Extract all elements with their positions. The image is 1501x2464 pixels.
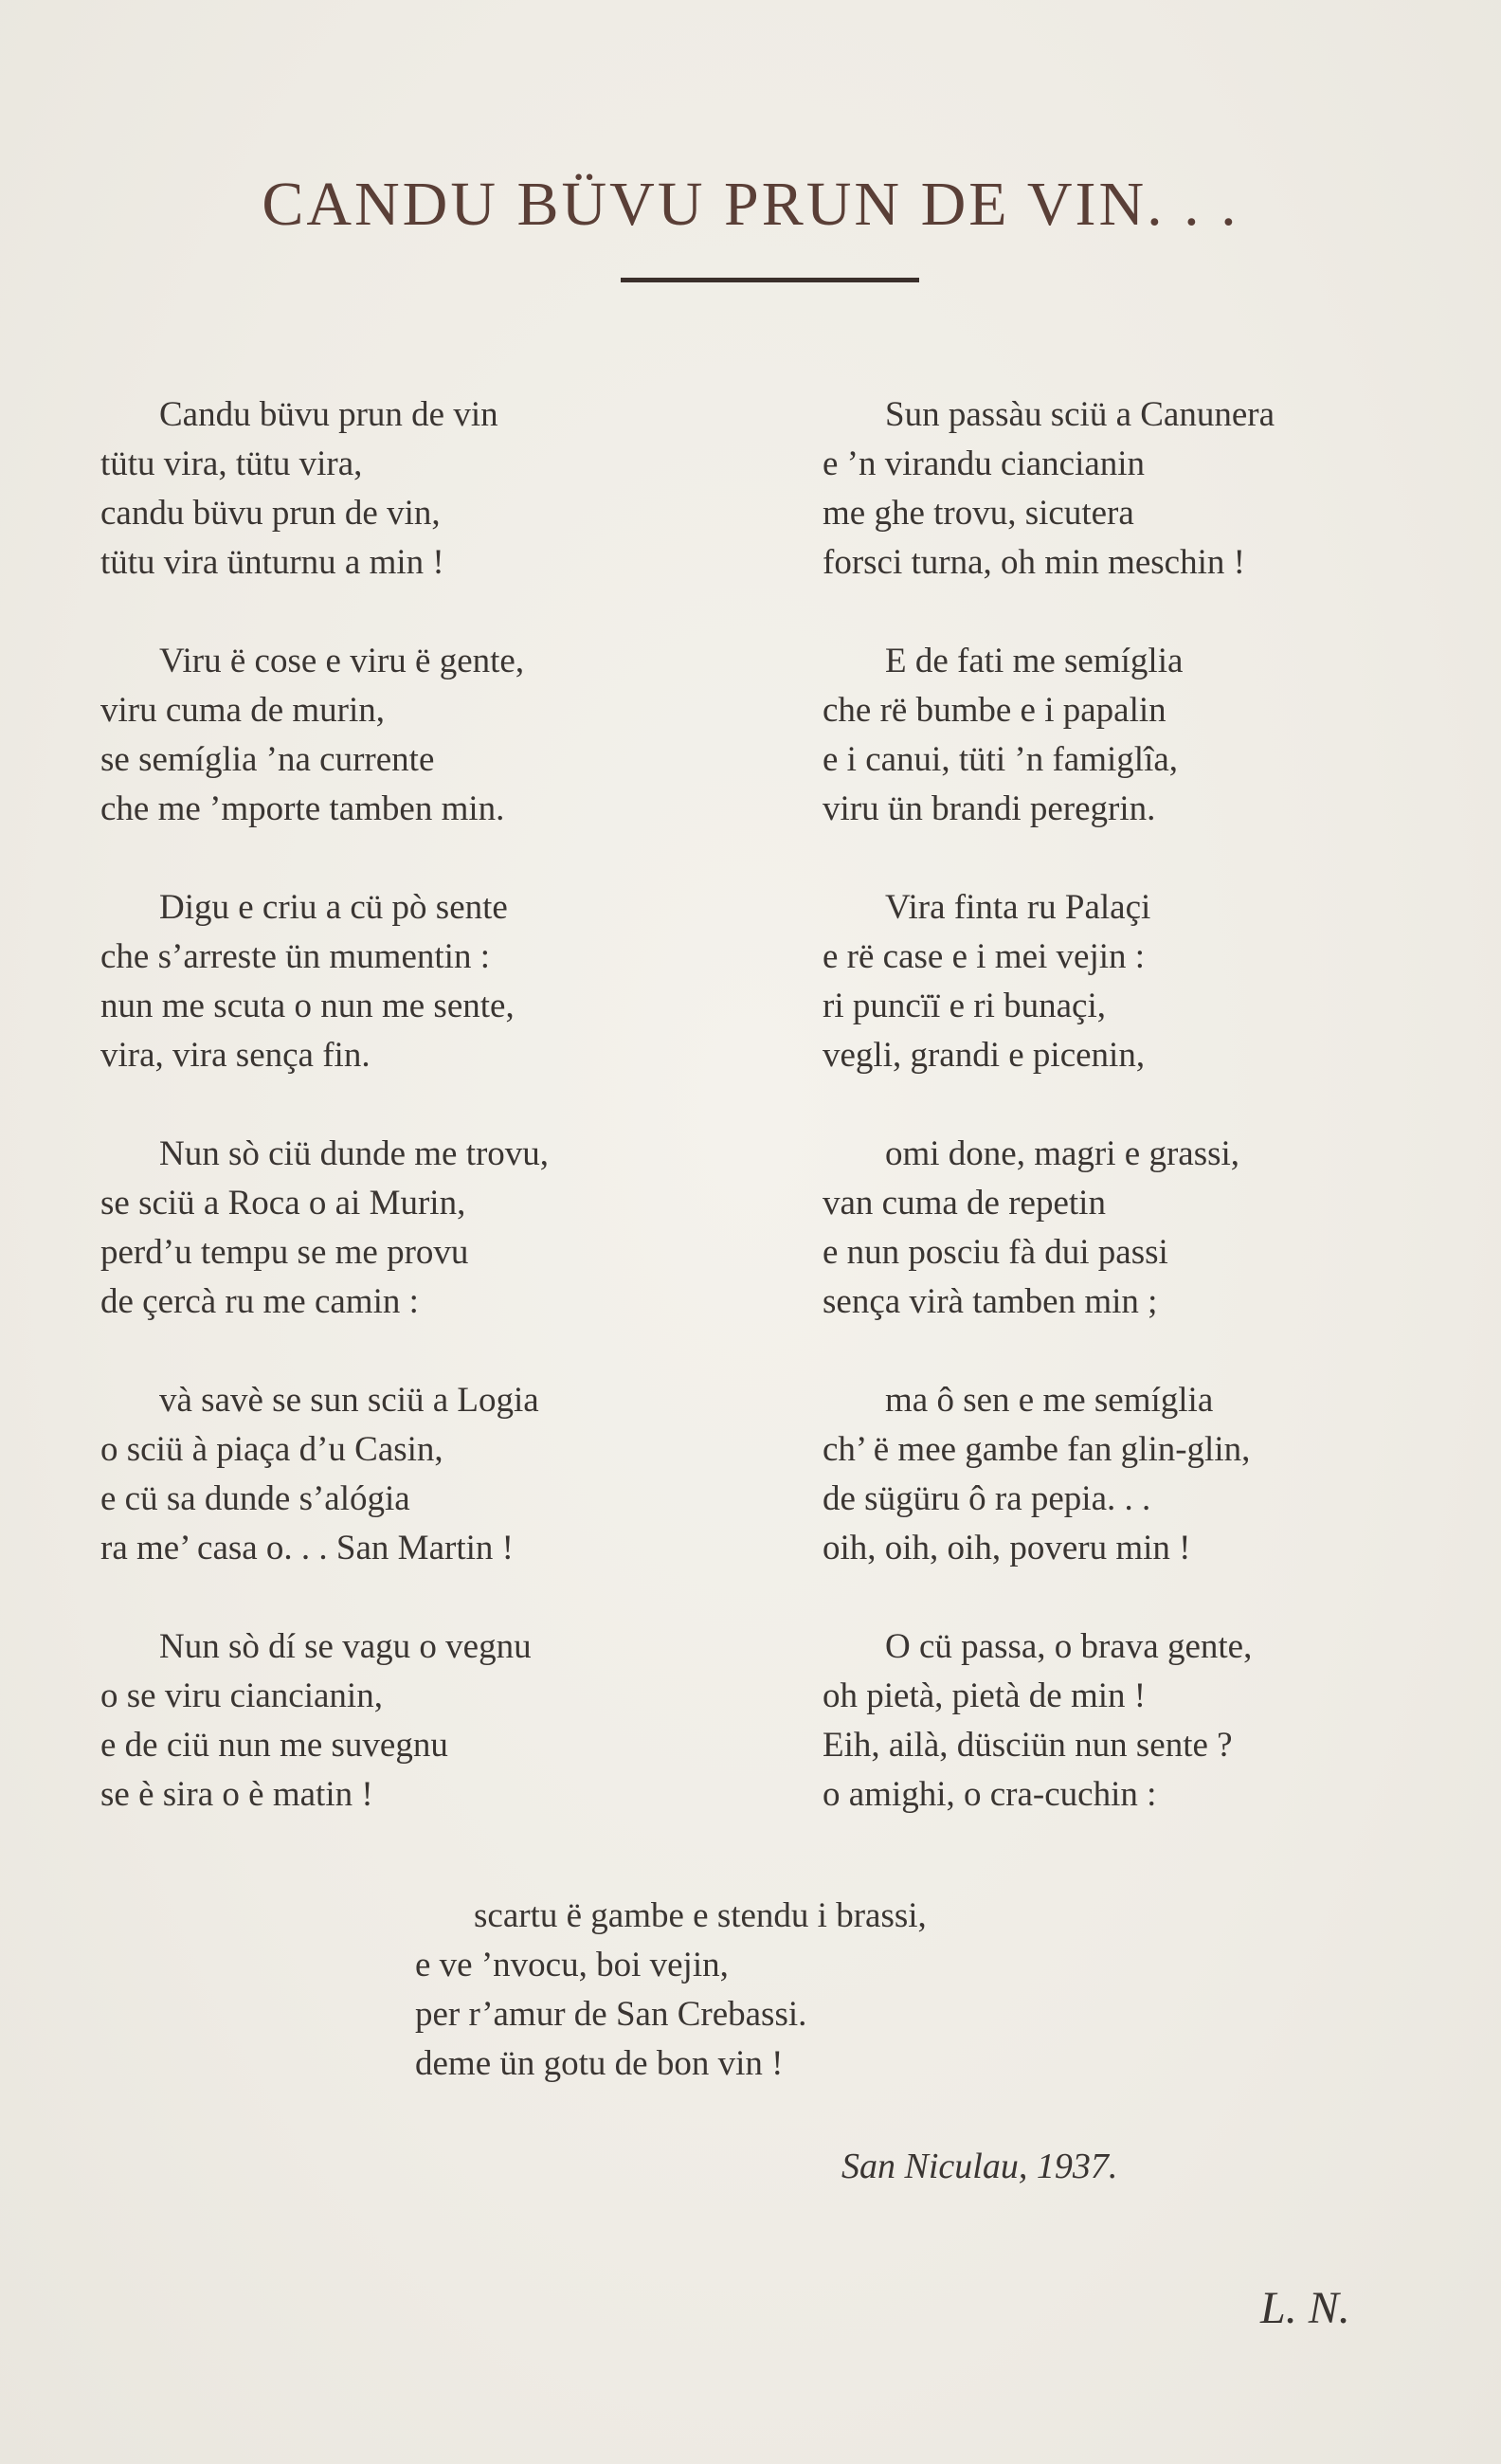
stanza <box>100 1130 726 1327</box>
poem-line: se sciü a Roca o ai Murin, <box>100 1184 466 1223</box>
stanza <box>823 1376 1438 1573</box>
poem-line: viru cuma de murin, <box>100 691 386 730</box>
poem-line: Digu e criu a cü pò sente <box>159 888 508 927</box>
poem-line: me ghe trovu, sicutera <box>823 494 1134 533</box>
place-date: San Niculau, 1937. <box>841 2147 1118 2186</box>
poem-line: Eih, ailà, düsciün nun sente ? <box>823 1726 1233 1765</box>
poem-line: che s’arreste ün mumentin : <box>100 937 490 976</box>
stanza <box>100 1376 726 1573</box>
poem-line: perd’u tempu se me provu <box>100 1233 469 1272</box>
poem-line: o amighi, o cra-cuchin : <box>823 1775 1157 1814</box>
poem-line: E de fati me semíglia <box>885 642 1184 680</box>
poem-line: e cü sa dunde s’alógia <box>100 1479 410 1518</box>
poem-line: se è sira o è matin ! <box>100 1775 373 1814</box>
stanza <box>100 1622 726 1820</box>
poem-line: ri puncïï e ri bunaçi, <box>823 987 1106 1025</box>
poem-line: e ’n virandu ciancianin <box>823 444 1146 483</box>
poem-line: van cuma de repetin <box>823 1184 1106 1223</box>
poem-line: sença virà tamben min ; <box>823 1282 1158 1321</box>
poem-line: che me ’mporte tamben min. <box>100 789 505 828</box>
poem-line: e ve ’nvocu, boi vejin, <box>415 1946 729 1984</box>
poem-line: oh pietà, pietà de min ! <box>823 1676 1147 1715</box>
poem-line: Vira finta ru Palaçi <box>885 888 1151 927</box>
poem-line: tütu vira ünturnu a min ! <box>100 543 444 582</box>
poem-line: o se viru ciancianin, <box>100 1676 383 1715</box>
poem-line: e i canui, tüti ’n famiglîa, <box>823 740 1179 779</box>
poem-line: omi done, magri e grassi, <box>885 1134 1240 1173</box>
poem-line: nun me scuta o nun me sente, <box>100 987 515 1025</box>
poem-line: e rë case e i mei vejin : <box>823 937 1146 976</box>
stanza <box>823 883 1438 1080</box>
poem-line: scartu ë gambe e stendu i brassi, <box>474 1896 927 1935</box>
poem-line: Sun passàu sciü a Canunera <box>885 395 1275 434</box>
author-initials: L. N. <box>1260 2283 1350 2333</box>
poem-line: Nun sò dí se vagu o vegnu <box>159 1627 532 1666</box>
poem-line: che rë bumbe e i papalin <box>823 691 1166 730</box>
left-column <box>100 390 726 1869</box>
poem-line: viru ün brandi peregrin. <box>823 789 1156 828</box>
stanza <box>100 883 726 1080</box>
poem-line: o sciü à piaça d’u Casin, <box>100 1430 443 1469</box>
poem-line: Nun sò ciü dunde me trovu, <box>159 1134 550 1173</box>
poem-line: và savè se sun sciü a Logia <box>159 1381 539 1420</box>
poem-line: de sügüru ô ra pepia. . . <box>823 1479 1151 1518</box>
poem-line: ma ô sen e me semíglia <box>885 1381 1214 1420</box>
stanza <box>823 1130 1438 1327</box>
stanza <box>823 390 1438 588</box>
stanza <box>100 390 726 588</box>
poem-line: O cü passa, o brava gente, <box>885 1627 1253 1666</box>
poem-line: tütu vira, tütu vira, <box>100 444 363 483</box>
poem-line: candu büvu prun de vin, <box>100 494 441 533</box>
poem-line: se semíglia ’na currente <box>100 740 435 779</box>
poem-line: vegli, grandi e picenin, <box>823 1036 1146 1075</box>
poem-line: per r’amur de San Crebassi. <box>415 1995 807 2034</box>
poem-line: vira, vira sença fin. <box>100 1036 371 1075</box>
final-stanza <box>415 1892 927 2089</box>
right-column <box>823 390 1438 1869</box>
poem-line: e nun posciu fà dui passi <box>823 1233 1168 1272</box>
stanza <box>823 1622 1438 1820</box>
poem-line: forsci turna, oh min meschin ! <box>823 543 1245 582</box>
title-divider <box>621 278 919 282</box>
stanza <box>100 637 726 834</box>
poem-line: ra me’ casa o. . . San Martin ! <box>100 1529 514 1567</box>
poem-line: Candu büvu prun de vin <box>159 395 498 434</box>
poem-line: deme ün gotu de bon vin ! <box>415 2044 784 2083</box>
poem-title: CANDU BÜVU PRUN DE VIN. . . <box>262 170 1239 239</box>
poem-line: oih, oih, oih, poveru min ! <box>823 1529 1191 1567</box>
stanza <box>823 637 1438 834</box>
poem-line: e de ciü nun me suvegnu <box>100 1726 448 1765</box>
poem-line: ch’ ë mee gambe fan glin-glin, <box>823 1430 1251 1469</box>
poem-line: Viru ë cose e viru ë gente, <box>159 642 525 680</box>
poem-line: de çercà ru me camin : <box>100 1282 419 1321</box>
